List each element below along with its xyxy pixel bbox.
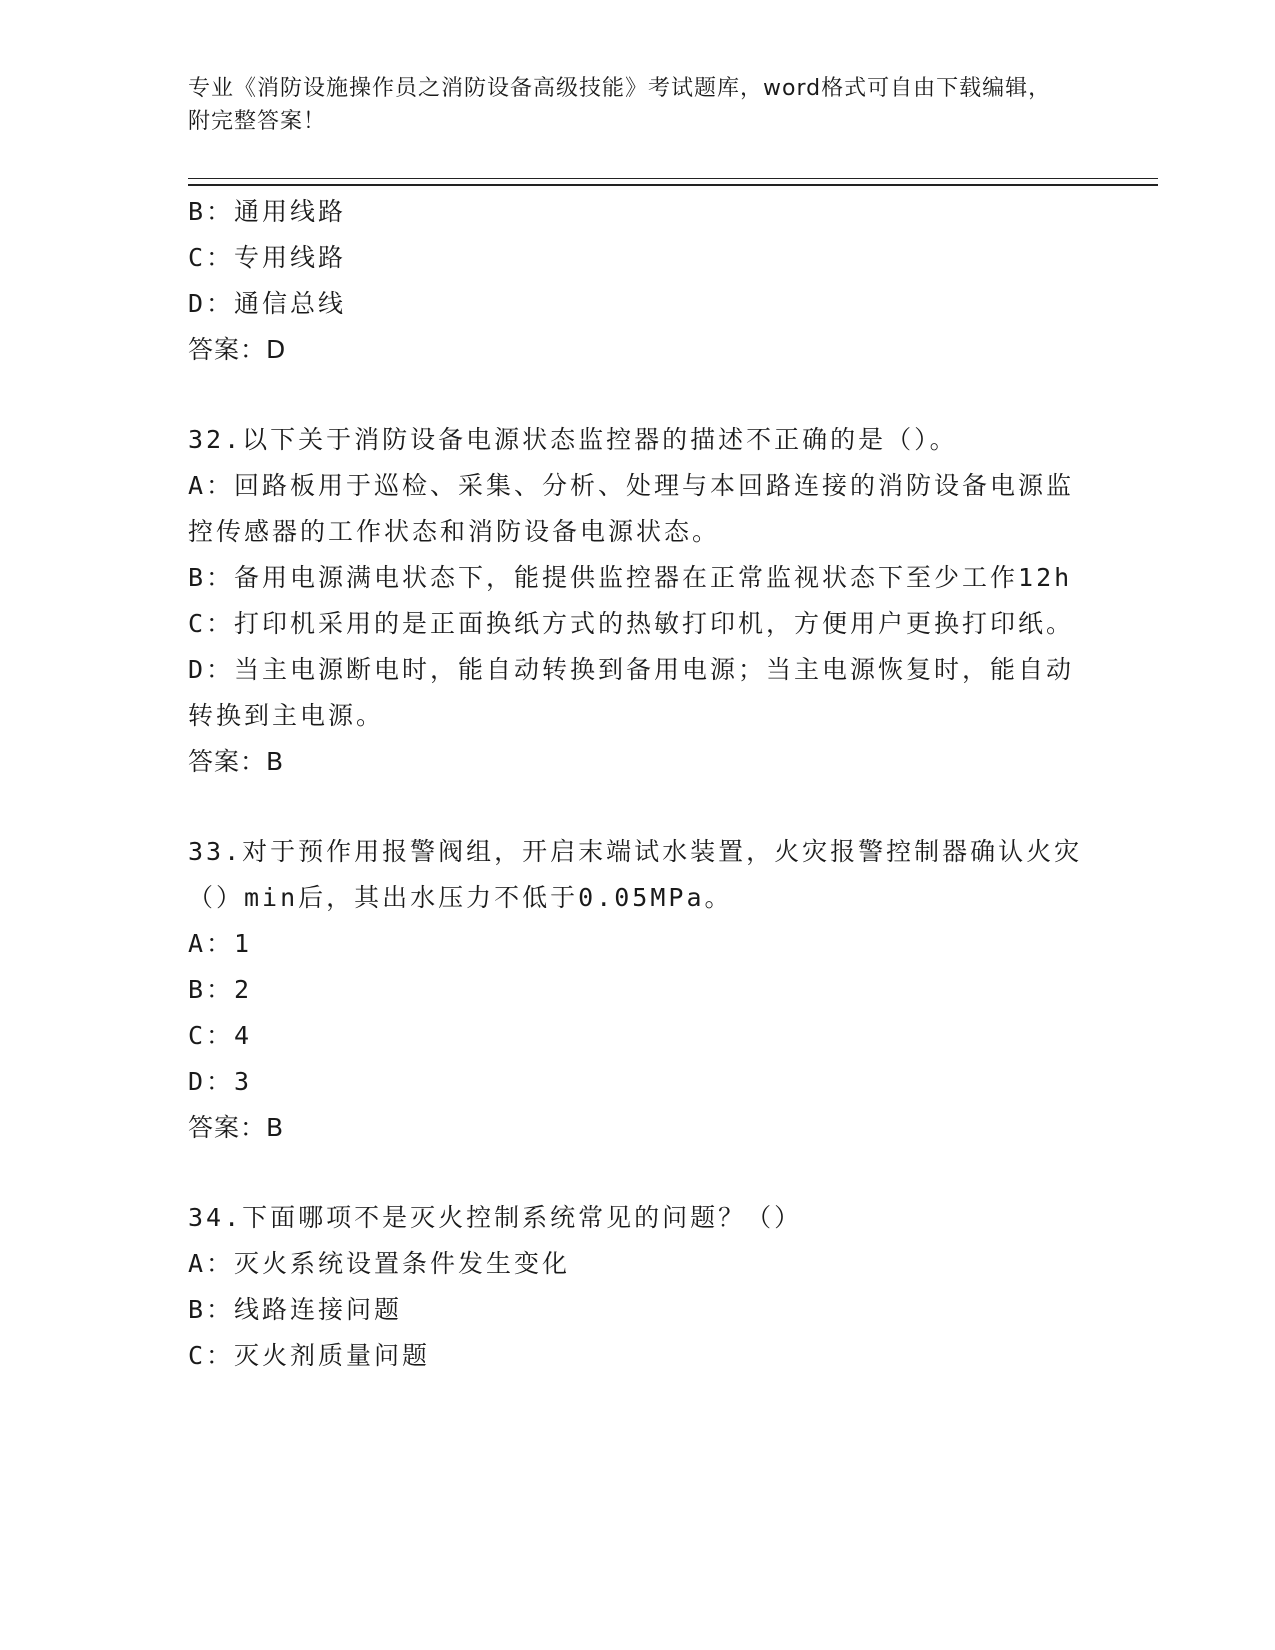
option-a: A：灭火系统设置条件发生变化 [188, 1249, 571, 1278]
document-header: 专业《消防设施操作员之消防设备高级技能》考试题库，word格式可自由下载编辑，附完整答案！ [188, 76, 1052, 134]
option-a: A：回路板用于巡检、采集、分析、处理与本回路连接的消防设备电源监控传感器的工作状态和消防设备电源状态。 [188, 471, 1075, 546]
question-stem: 32.以下关于消防设备电源状态监控器的描述不正确的是（）。 [188, 425, 958, 454]
answer-line: 答案：B [188, 1113, 285, 1142]
header-divider [188, 178, 1158, 186]
answer-line: 答案：B [188, 747, 285, 776]
option-b: B：备用电源满电状态下，能提供监控器在正常监视状态下至少工作12h [188, 563, 1073, 592]
question-list [188, 189, 1088, 1379]
option-c: C：灭火剂质量问题 [188, 1341, 431, 1370]
option-d: D：通信总线 [188, 289, 347, 318]
option-c: C：4 [188, 1021, 253, 1050]
question-stem: 33.对于预作用报警阀组，开启末端试水装置，火灾报警控制器确认火灾（）min后，其出水压力不低于0.05MPa。 [188, 837, 1083, 912]
question-34 [188, 1195, 1088, 1379]
question-33 [188, 829, 1088, 1151]
option-b: B：通用线路 [188, 197, 347, 226]
question-31-tail [188, 189, 1088, 373]
option-d: D：3 [188, 1067, 253, 1096]
question-stem: 34.下面哪项不是灭火控制系统常见的问题？（） [188, 1203, 803, 1232]
question-32 [188, 417, 1088, 785]
option-c: C：打印机采用的是正面换纸方式的热敏打印机，方便用户更换打印纸。 [188, 609, 1075, 638]
option-b: B：2 [188, 975, 253, 1004]
option-a: A：1 [188, 929, 253, 958]
option-b: B：线路连接问题 [188, 1295, 403, 1324]
option-c: C：专用线路 [188, 243, 347, 272]
answer-line: 答案：D [188, 335, 287, 364]
option-d: D：当主电源断电时，能自动转换到备用电源；当主电源恢复时，能自动转换到主电源。 [188, 655, 1075, 730]
